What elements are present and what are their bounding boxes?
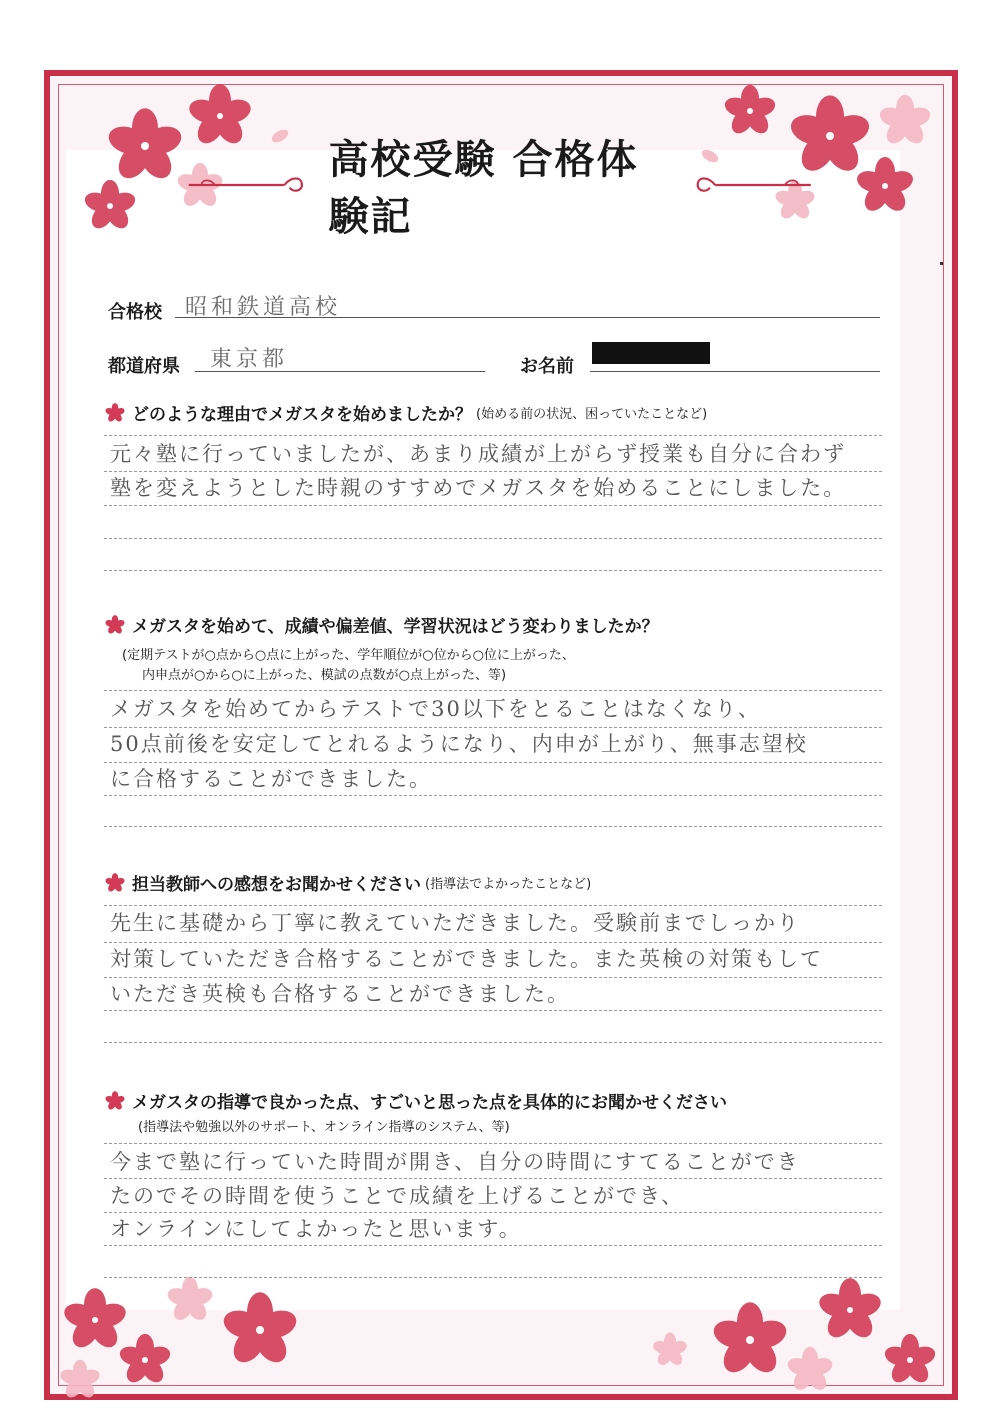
- flourish-left: [180, 170, 311, 200]
- sakura-petal-icon: [104, 1090, 126, 1112]
- answer-line: [104, 1245, 882, 1246]
- sakura-petal-icon: [104, 614, 126, 636]
- question-2-title: [104, 612, 659, 637]
- answer-4-line-3: オンラインにしてよかったと思います。: [110, 1217, 522, 1241]
- question-1-title: [104, 400, 707, 425]
- answer-line: [104, 505, 882, 506]
- title-row: [180, 136, 820, 240]
- question-3-title: [104, 870, 591, 895]
- answer-2-line-1: メガスタを始めてからテストで30以下をとることはなくなり、: [110, 697, 761, 721]
- answer-line: [104, 1042, 882, 1043]
- answer-line: [104, 1143, 882, 1144]
- name-underline: [590, 371, 880, 372]
- sakura-petal-icon: [104, 402, 126, 424]
- flourish-right: [689, 170, 820, 200]
- scan-dot: [940, 262, 943, 265]
- answer-line: [104, 435, 882, 436]
- prefecture-value: 東京都: [210, 347, 289, 372]
- answer-3-line-2: 対策していただき合格することができました。また英検の対策もして: [110, 947, 823, 971]
- answer-line: [104, 795, 882, 796]
- answer-line: [104, 570, 882, 571]
- answer-line: [104, 538, 882, 539]
- page-title: 高校受験 合格体験記: [328, 136, 639, 240]
- school-label: 合格校: [108, 302, 162, 323]
- school-value: 昭和鉄道高校: [185, 295, 342, 320]
- question-3-note: (指導法でよかったことなど): [425, 877, 592, 892]
- redacted-name: [592, 342, 710, 364]
- answer-2-line-2: 50点前後を安定してとれるようになり、内申が上がり、無事志望校: [110, 732, 808, 756]
- answer-1-line-1: 元々塾に行っていましたが、あまり成績が上がらず授業も自分に合わず: [110, 442, 846, 466]
- question-1-note: (始める前の状況、困っていたことなど): [476, 407, 708, 422]
- answer-line: [104, 1010, 882, 1011]
- answer-line: [104, 1277, 882, 1278]
- question-2-text: メガスタを始めて、成績や偏差値、学習状況はどう変わりましたか？: [132, 617, 659, 637]
- answer-line: [104, 690, 882, 691]
- answer-1-line-2: 塾を変えようとした時親のすすめでメガスタを始めることにしました。: [110, 476, 847, 500]
- name-label: お名前: [520, 356, 574, 377]
- question-4-sub-1: (指導法や勉強以外のサポート、オンライン指導のシステム、等): [138, 1120, 510, 1135]
- question-4-text: メガスタの指導で良かった点、すごいと思った点を具体的にお聞かせください: [132, 1093, 727, 1113]
- answer-line: [104, 826, 882, 827]
- answer-3-line-3: いただき英検も合格することができました。: [110, 982, 570, 1006]
- sakura-petal-icon: [104, 872, 126, 894]
- answer-line: [104, 905, 882, 906]
- prefecture-label: 都道府県: [108, 356, 180, 377]
- answer-line: [104, 1178, 882, 1179]
- question-2-sub-2: 内申点が○から○に上がった、模試の点数が○点上がった、等): [142, 668, 507, 683]
- question-2-sub-1: (定期テストが○点から○点に上がった、学年順位が○位から○位に上がった、: [122, 648, 575, 663]
- answer-2-line-3: に合格することができました。: [110, 767, 432, 791]
- answer-4-line-2: たのでその時間を使うことで成績を上げることができ、: [110, 1184, 685, 1208]
- question-1-text: どのような理由でメガスタを始めましたか？: [132, 405, 472, 425]
- sakura-decoration-bottom: [50, 1240, 950, 1400]
- question-3-text: 担当教師への感想をお聞かせください: [132, 875, 421, 895]
- answer-3-line-1: 先生に基礎から丁寧に教えていただきました。受験前までしっかり: [110, 911, 800, 935]
- question-4-title: [104, 1088, 727, 1113]
- answer-4-line-1: 今まで塾に行っていた時間が開き、自分の時間にすてることができ: [110, 1150, 800, 1174]
